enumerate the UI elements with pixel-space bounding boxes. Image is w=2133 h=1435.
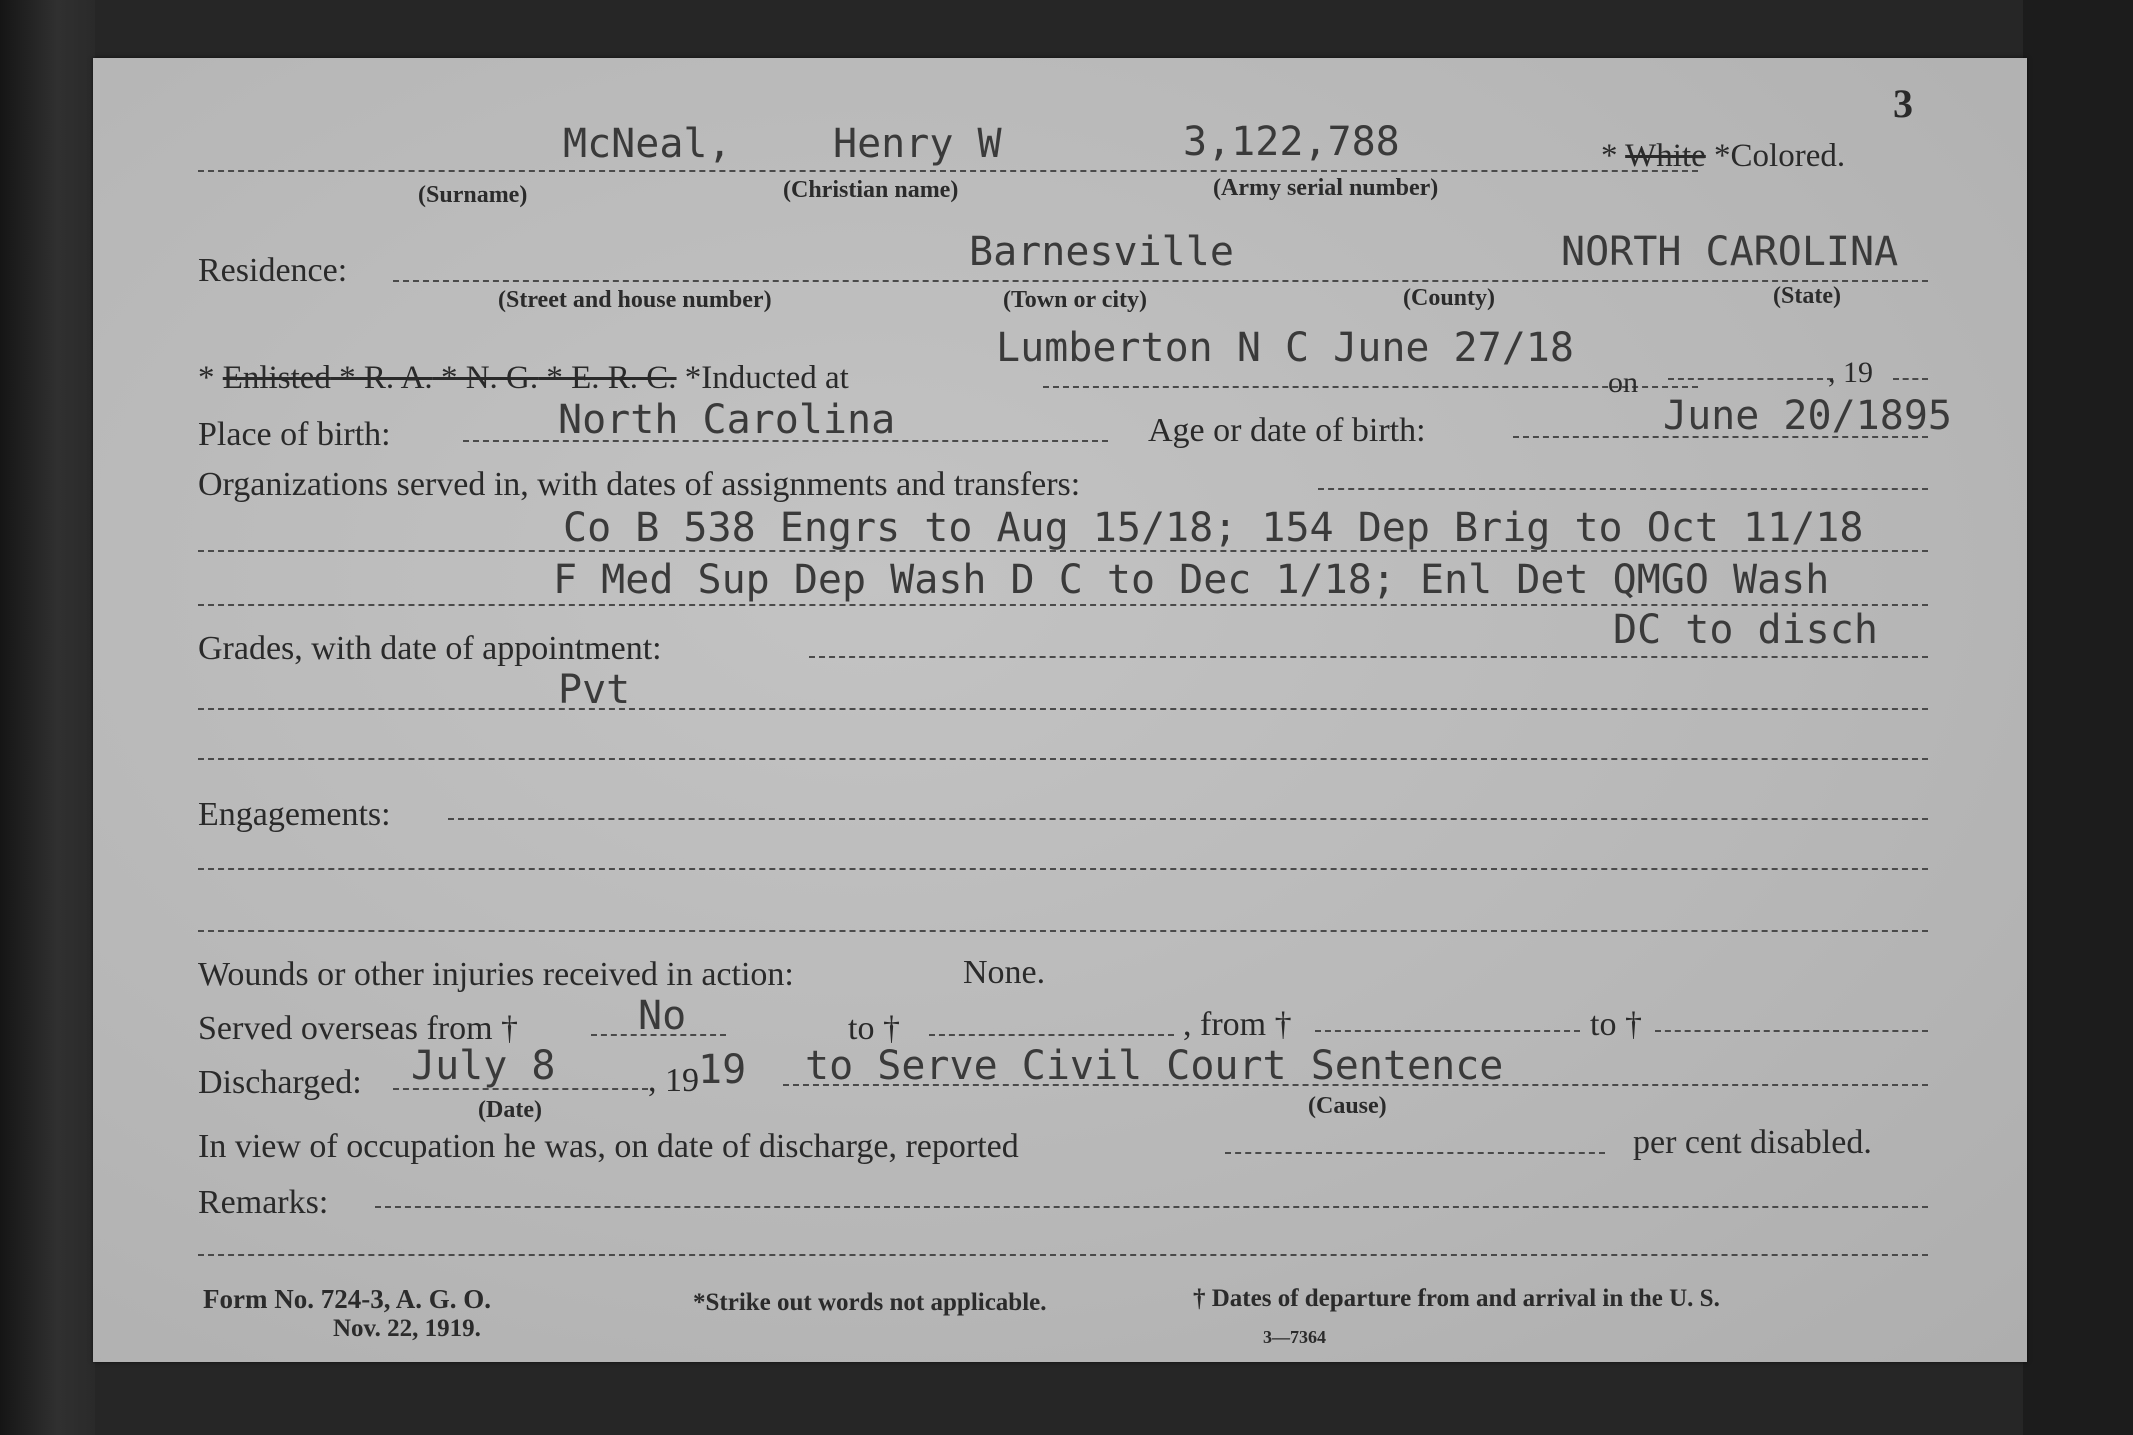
name-line xyxy=(198,170,1698,172)
grades-value: Pvt xyxy=(558,667,631,713)
residence-label: Residence: xyxy=(198,252,348,289)
grades-label: Grades, with date of appointment: xyxy=(198,630,662,667)
on-label: on xyxy=(1608,366,1638,399)
remarks-line-1 xyxy=(198,1254,1928,1256)
ra-option: * R. A. xyxy=(330,360,433,396)
place-of-birth-label: Place of birth: xyxy=(198,416,391,453)
organizations-line-2 xyxy=(198,604,1928,606)
enlisted-star: * xyxy=(198,360,223,396)
overseas-from2-label: , from † xyxy=(1183,1006,1292,1043)
organizations-line-0 xyxy=(1318,488,1928,490)
grades-line-0 xyxy=(809,656,1928,658)
ng-option: * N. G. xyxy=(432,360,539,396)
residence-town-value: Barnesville xyxy=(969,229,1234,275)
serial-number-value: 3,122,788 xyxy=(1183,119,1400,165)
induction-type xyxy=(198,362,849,395)
discharge-cause-caption: (Cause) xyxy=(1308,1093,1387,1119)
discharge-year-prefix: , 19 xyxy=(648,1062,699,1099)
film-frame-right xyxy=(2023,0,2133,1435)
organizations-line1-value: Co B 538 Engrs to Aug 15/18; 154 Dep Brig to Oct 11/18 xyxy=(563,505,1864,551)
induction-date-line xyxy=(1668,378,1833,380)
overseas-to2-label: to † xyxy=(1590,1006,1642,1043)
inducted-label: *Inducted at xyxy=(676,360,849,396)
discharged-label: Discharged: xyxy=(198,1064,362,1101)
state-caption: (State) xyxy=(1773,283,1841,309)
induction-line xyxy=(1043,386,1698,388)
race-star-colored: * xyxy=(1705,138,1731,174)
place-of-birth-value: North Carolina xyxy=(558,397,896,443)
engagements-line-2 xyxy=(198,930,1928,932)
surname-caption: (Surname) xyxy=(418,182,528,208)
residence-line xyxy=(393,280,1928,282)
overseas-to2-line xyxy=(1655,1030,1928,1032)
race-white: White xyxy=(1625,138,1706,174)
race-field xyxy=(1601,140,1845,173)
overseas-to-line xyxy=(929,1034,1174,1036)
discharge-date-value: July 8 xyxy=(411,1043,556,1089)
residence-state-value: NORTH CAROLINA xyxy=(1561,229,1899,275)
race-star-white: * xyxy=(1601,138,1626,174)
grades-line-1 xyxy=(198,708,1928,710)
organizations-line3-value: DC to disch xyxy=(1613,607,1878,653)
disability-label: In view of occupation he was, on date of discharge, reported xyxy=(198,1128,1019,1165)
county-caption: (County) xyxy=(1403,285,1496,311)
overseas-to-label: to † xyxy=(848,1010,900,1047)
remarks-label: Remarks: xyxy=(198,1184,329,1221)
print-code: 3—7364 xyxy=(1263,1327,1326,1347)
overseas-from-value: No xyxy=(638,993,687,1039)
engagements-label: Engagements: xyxy=(198,796,391,833)
disability-suffix: per cent disabled. xyxy=(1633,1124,1872,1161)
discharge-cause-value: to Serve Civil Court Sentence xyxy=(805,1043,1504,1089)
erc-option: * E. R. C. xyxy=(538,360,677,396)
age-label: Age or date of birth: xyxy=(1148,412,1426,449)
form-date: Nov. 22, 1919. xyxy=(333,1315,481,1342)
form-number: Form No. 724-3, A. G. O. xyxy=(203,1284,491,1314)
town-caption: (Town or city) xyxy=(1003,287,1147,313)
engagements-line-0 xyxy=(448,818,1928,820)
serial-number-caption: (Army serial number) xyxy=(1213,175,1439,201)
film-frame-left xyxy=(0,0,95,1435)
surname-value: McNeal, xyxy=(563,121,732,167)
disability-line xyxy=(1225,1152,1605,1154)
wounds-label: Wounds or other injuries received in action: xyxy=(198,956,794,993)
induction-value: Lumberton N C June 27/18 xyxy=(996,325,1574,371)
engagements-line-1 xyxy=(198,868,1928,870)
christian-name-value: Henry W xyxy=(833,121,1002,167)
induction-year-line xyxy=(1893,378,1928,380)
dates-note: † Dates of departure from and arrival in the U. S. xyxy=(1193,1285,1720,1312)
organizations-line2-value: F Med Sup Dep Wash D C to Dec 1/18; Enl Det QMGO Wash xyxy=(553,557,1830,603)
enlisted-option: Enlisted xyxy=(222,360,331,396)
page-number: 3 xyxy=(1893,81,1913,126)
grades-line-2 xyxy=(198,758,1928,760)
race-colored: Colored. xyxy=(1730,138,1846,174)
strike-out-note: *Strike out words not applicable. xyxy=(693,1289,1047,1316)
overseas-from2-line xyxy=(1315,1030,1580,1032)
service-record-card xyxy=(93,58,2027,1362)
organizations-label: Organizations served in, with dates of assignments and transfers: xyxy=(198,466,1081,503)
remarks-line-0 xyxy=(375,1206,1928,1208)
discharge-date-caption: (Date) xyxy=(478,1097,542,1123)
age-value: June 20/1895 xyxy=(1663,393,1952,439)
served-overseas-label: Served overseas from † xyxy=(198,1010,519,1047)
year-prefix-label: , 19 xyxy=(1828,356,1873,389)
christian-name-caption: (Christian name) xyxy=(783,177,959,203)
discharge-year-value: 19 xyxy=(698,1047,747,1093)
street-caption: (Street and house number) xyxy=(498,287,772,313)
wounds-value: None. xyxy=(963,954,1046,991)
